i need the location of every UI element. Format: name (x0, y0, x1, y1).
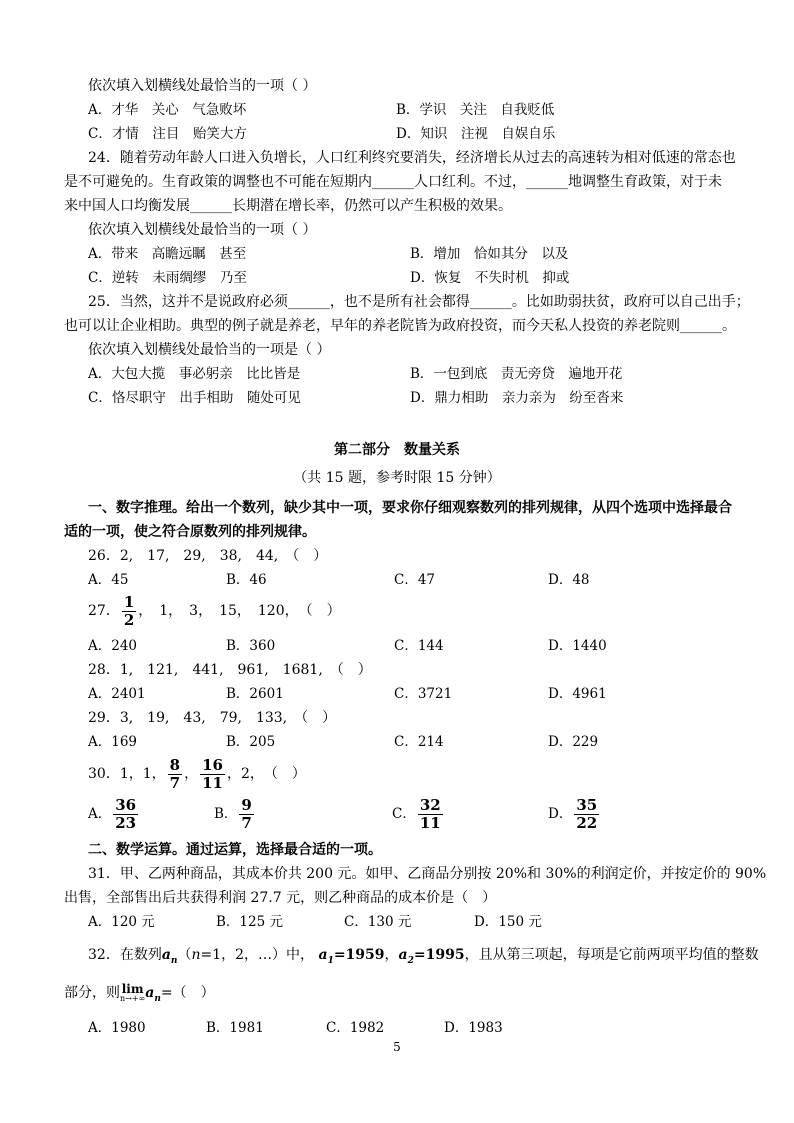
q27-fraction (122, 592, 136, 629)
q24-prompt: 依次填入划横线处最恰当的一项（ ） (88, 222, 317, 238)
q23-option-d: D．知识 注视 自娱自乐 (396, 126, 556, 142)
q32-text-part4: ， (384, 947, 399, 963)
q28-stem: 28．1, 121, 441, 961, 1681, （ ） (88, 662, 372, 678)
q30-prefix: 30．1，1， (88, 766, 166, 782)
q30-option-b-label: B． (214, 806, 238, 822)
q32-limit-sub: n (154, 993, 161, 1004)
q30-option-a-fraction (113, 798, 138, 831)
q26-option-b: B．46 (226, 572, 267, 588)
q30-option-c-denominator: 11 (419, 814, 441, 832)
q31-text-line2: 出售，全部售出后共获得利润 27.7 元，则乙种商品的成本价是（ ） (64, 890, 497, 906)
q30-option-a-numerator: 36 (115, 796, 137, 814)
q30-option-a-label: A． (88, 806, 112, 822)
q32-text-part5: ，且从第三项起，每项是它前两项平均值的整数 (464, 947, 759, 963)
q31-option-b: B．125 元 (216, 914, 283, 930)
q24-option-a: A．带来 高瞻远瞩 甚至 (88, 246, 247, 262)
q24-text-line1: 24．随着劳动年龄人口进入负增长，人口红利终究要消失，经济增长从过去的高速转为相对低速的常态也 (88, 150, 736, 166)
q27-option-d: D．1440 (548, 638, 607, 654)
q30-fraction-2-numerator: 16 (202, 755, 223, 774)
page-number: 5 (393, 1040, 401, 1054)
q29-option-d: D．229 (548, 734, 599, 750)
part2-instruction: 二、数学运算。通过运算，选择最合适的一项。 (88, 842, 382, 858)
q30-option-d-numerator: 35 (576, 796, 598, 814)
q29-option-c: C．214 (394, 734, 444, 750)
q32-a-n-sub: n (170, 955, 178, 966)
q27-option-c: C．144 (394, 638, 444, 654)
q32-limit-word: lim (121, 982, 144, 996)
q25-text-line1: 25．当然，这并不是说政府必须______，也不是所有社会都得______。比如助弱扶贫，政府可以自己出手； (88, 294, 750, 310)
q28-option-c: C．3721 (394, 686, 453, 702)
q30-option-d-denominator: 22 (576, 814, 598, 832)
q27-sequence: ， 1， 3， 15， 120， （ ） (138, 603, 341, 619)
q32-text-part2: （ (177, 947, 192, 963)
q30-suffix: ，2， （ ） (226, 766, 306, 782)
q30-option-b-denominator: 7 (241, 814, 252, 832)
q27-fraction-denominator: 2 (123, 610, 135, 629)
q32-line2-prefix: 部分，则 (64, 985, 120, 1001)
q32-option-a: A．1980 (88, 1020, 146, 1036)
q26-option-d: D．48 (548, 572, 590, 588)
q32-a-1: a (318, 947, 328, 963)
q29-option-a: A．169 (88, 734, 138, 750)
q32-limit (120, 983, 145, 1003)
q25-text-line2: 也可以让企业相助。典型的例子就是养老，早年的养老院皆为政府投资，而今天私人投资的养老院则______。 (64, 318, 736, 334)
section-subtitle: （共 15 题，参考时限 15 分钟） (293, 470, 501, 486)
q32-a-1-value: =1959 (333, 947, 385, 963)
q30-option-d-fraction (574, 798, 599, 831)
q27-number: 27． (88, 603, 120, 619)
q30-option-d-label: D． (548, 806, 573, 822)
q30-option-d (548, 796, 601, 832)
q30-fraction-1-numerator: 8 (169, 755, 181, 774)
q32-limit-term: a (145, 985, 155, 1001)
q25-option-d: D．鼎力相助 亲力亲为 纷至沓来 (410, 390, 624, 406)
q32-a-2: a (398, 947, 408, 963)
q23-option-c: C．才情 注目 贻笑大方 (88, 126, 247, 142)
q23-option-a: A．才华 关心 气急败坏 (88, 102, 247, 118)
q30-option-a-denominator: 23 (115, 814, 137, 832)
q30-fraction-1 (168, 755, 182, 792)
q32-a-1-sub: 1 (327, 955, 334, 966)
q25-option-b: B．一包到底 责无旁贷 遍地开花 (410, 366, 623, 382)
q28-option-b: B．2601 (226, 686, 284, 702)
q31-option-c: C．130 元 (344, 914, 412, 930)
q32-option-d: D．1983 (444, 1020, 503, 1036)
q32-text-part3: =1，2，…）中， (200, 947, 315, 963)
q24-option-c: C．逆转 未雨绸缪 乃至 (88, 270, 247, 286)
q32-text-line1 (88, 942, 759, 974)
q30-fraction-2 (200, 755, 225, 792)
q30-option-b (214, 796, 256, 832)
q25-option-c: C．恪尽职守 出手相助 随处可见 (88, 390, 301, 406)
q28-option-a: A．2401 (88, 686, 146, 702)
q30-option-c-fraction (418, 798, 443, 831)
q32-option-c: C．1982 (326, 1020, 385, 1036)
q30-stem: 30．1，1， $\frac{8}{7}$ ， $\frac{16}{11}$ ，2， （ ） (88, 755, 306, 792)
q32-line2-suffix: =（ ） (160, 985, 215, 1001)
q25-option-a: A．大包大揽 事必躬亲 比比皆是 (88, 366, 301, 382)
part1-instruction-line1: 一、数字推理。给出一个数列，缺少其中一项，要求你仔细观察数列的排列规律，从四个选项中选择最合 (88, 500, 732, 516)
q23-option-b: B．学识 关注 自我贬低 (396, 102, 555, 118)
q32-limit-under: n→+∞ (120, 994, 146, 1003)
q27-stem (88, 594, 341, 628)
q32-n-var: n (191, 947, 201, 963)
q26-stem: 26．2, 17, 29, 38, 44, （ ） (88, 548, 328, 564)
q31-option-d: D．150 元 (474, 914, 542, 930)
q32-text-part1: 32．在数列 (88, 947, 162, 963)
q31-option-a: A．120 元 (88, 914, 155, 930)
q29-stem: 29．3, 19, 43, 79, 133, （ ） (88, 710, 337, 726)
q30-option-b-numerator: 9 (241, 796, 252, 814)
q27-fraction-numerator: 1 (123, 592, 135, 611)
q27-option-b: B．360 (226, 638, 276, 654)
q32-text-line2 (64, 980, 215, 1012)
q29-option-b: B．205 (226, 734, 276, 750)
q30-option-c-numerator: 32 (419, 796, 441, 814)
q28-option-d: D．4961 (548, 686, 607, 702)
q27-option-a: A．240 (88, 638, 138, 654)
q30-option-c (392, 796, 445, 832)
q30-fraction-2-denominator: 11 (202, 773, 223, 792)
q32-a-n: a (161, 947, 171, 963)
q24-text-line3: 来中国人口均衡发展______长期潜在增长率，仍然可以产生积极的效果。 (64, 198, 512, 214)
q30-option-a (88, 796, 140, 832)
q26-option-c: C．47 (394, 572, 436, 588)
q31-text-line1: 31．甲、乙两种商品，其成本价共 200 元。如甲、乙商品分别按 20%和 30%的利润定价，并按定价的 90% (88, 866, 767, 882)
q32-option-b: B．1981 (206, 1020, 264, 1036)
q24-option-b: B．增加 恰如其分 以及 (410, 246, 569, 262)
q32-a-2-sub: 2 (407, 955, 414, 966)
part1-instruction-line2: 适的一项，使之符合原数列的排列规律。 (64, 524, 316, 540)
q26-option-a: A．45 (88, 572, 129, 588)
q25-prompt: 依次填入划横线处最恰当的一项是（ ） (88, 342, 331, 358)
q30-option-c-label: C． (392, 806, 416, 822)
q32-a-2-value: =1995 (413, 947, 465, 963)
q30-fraction-1-denominator: 7 (169, 773, 181, 792)
q24-option-d: D．恢复 不失时机 抑或 (410, 270, 570, 286)
q30-option-b-fraction (239, 798, 253, 831)
q23-prompt: 依次填入划横线处最恰当的一项（ ） (88, 78, 317, 94)
q24-text-line2: 是不可避免的。生育政策的调整也不可能在短期内______人口红利。不过，______地调整生育政策，对于未 (64, 174, 722, 190)
section-title: 第二部分 数量关系 (334, 442, 460, 458)
